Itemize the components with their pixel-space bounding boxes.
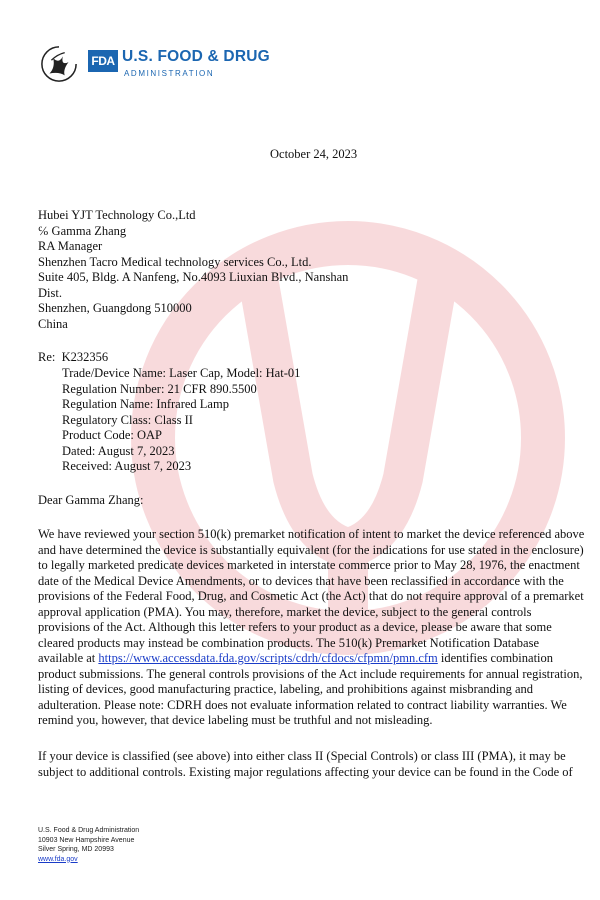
re-details bbox=[62, 366, 300, 475]
paragraph-line: If your device is classified (see above) into either class II (Special Controls) or class III (PMA), it may be bbox=[38, 749, 566, 763]
fda-logo-box: FDA bbox=[88, 50, 118, 72]
body-paragraph-1 bbox=[38, 527, 586, 729]
greeting: Dear Gamma Zhang: bbox=[38, 493, 144, 507]
paragraph-line: We have reviewed your section 510(k) premarket notification of intent to market the device referenced above bbox=[38, 527, 585, 541]
fda-header bbox=[40, 44, 340, 92]
paragraph-line: remind you, however, that device labeling must be truthful and not misleading. bbox=[38, 713, 433, 727]
re-detail-line: Product Code: OAP bbox=[62, 428, 162, 442]
paragraph-line: listing of devices, good manufacturing practice, labeling, and prohibitions against misbranding and bbox=[38, 682, 534, 696]
agency-name: U.S. FOOD & DRUG bbox=[122, 48, 270, 65]
address-line: China bbox=[38, 316, 68, 331]
paragraph-line-with-link bbox=[38, 651, 586, 667]
agency-subtitle: ADMINISTRATION bbox=[124, 69, 215, 78]
address-line: ℅ Gamma Zhang bbox=[38, 223, 127, 238]
fda-website-link[interactable]: www.fda.gov bbox=[38, 855, 78, 863]
address-line: Shenzhen Tacro Medical technology services Co., Ltd. bbox=[38, 254, 312, 269]
re-label: Re: bbox=[38, 350, 56, 364]
body-paragraph-2 bbox=[38, 749, 586, 780]
address-line: Suite 405, Bldg. A Nanfeng, No.4093 Liuxian Blvd., Nanshan bbox=[38, 270, 349, 284]
address-line: RA Manager bbox=[38, 239, 103, 253]
address-line: Shenzhen, Guangdong 510000 bbox=[38, 301, 192, 315]
re-detail-line: Received: August 7, 2023 bbox=[62, 459, 192, 473]
pmn-database-link[interactable]: https://www.accessdata.fda.gov/scripts/cdrh/cfdocs/cfpmn/pmn.cfm bbox=[98, 651, 438, 665]
re-heading bbox=[38, 350, 108, 366]
letter-date: October 24, 2023 bbox=[270, 147, 358, 161]
paragraph-line: provisions of the Act. Although this letter refers to your product as a device, please be aware that some bbox=[38, 620, 552, 634]
footer-line: Silver Spring, MD 20993 bbox=[38, 846, 114, 853]
recipient-address bbox=[38, 208, 348, 332]
paragraph-line: provisions of the Federal Food, Drug, and Cosmetic Act (the Act) that do not require approval of a premarket bbox=[38, 589, 584, 603]
footer-line: 10903 New Hampshire Avenue bbox=[38, 836, 135, 844]
link-suffix: identifies combination bbox=[437, 651, 554, 665]
re-detail-line: Regulation Name: Infrared Lamp bbox=[62, 397, 229, 411]
re-number: K232356 bbox=[61, 350, 109, 364]
re-detail-line: Regulatory Class: Class II bbox=[62, 412, 193, 427]
link-prefix: available at bbox=[38, 651, 99, 665]
hhs-eagle-icon bbox=[40, 44, 78, 84]
address-line: Hubei YJT Technology Co.,Ltd bbox=[38, 208, 196, 222]
re-detail-line: Trade/Device Name: Laser Cap, Model: Hat-01 bbox=[62, 366, 301, 380]
paragraph-line: product submissions. The general controls provisions of the Act include requirements for annual registration, bbox=[38, 666, 583, 681]
footer-line: U.S. Food & Drug Administration bbox=[38, 827, 140, 834]
footer-address bbox=[38, 826, 139, 864]
paragraph-line: date of the Medical Device Amendments, or to devices that have been reclassified in accordance with the bbox=[38, 573, 564, 588]
paragraph-line: to legally marketed predicate devices marketed in interstate commerce prior to May 28, 1976, the enactment bbox=[38, 558, 580, 572]
re-detail-line: Regulation Number: 21 CFR 890.5500 bbox=[62, 381, 257, 396]
paragraph-line: approval application (PMA). You may, therefore, market the device, subject to the general controls bbox=[38, 604, 532, 619]
paragraph-line: subject to additional controls. Existing major regulations affecting your device can be found in the Code of bbox=[38, 764, 573, 779]
paragraph-line: cleared products may instead be combination products. The 510(k) Premarket Notification Database bbox=[38, 635, 539, 650]
re-detail-line: Dated: August 7, 2023 bbox=[62, 443, 175, 458]
paragraph-line: adulteration. Please note: CDRH does not evaluate information related to contract liability warranties. We bbox=[38, 697, 567, 712]
paragraph-line: and have determined the device is substantially equivalent (for the indications for use stated in the enclosure) bbox=[38, 542, 584, 557]
address-line: Dist. bbox=[38, 285, 62, 300]
